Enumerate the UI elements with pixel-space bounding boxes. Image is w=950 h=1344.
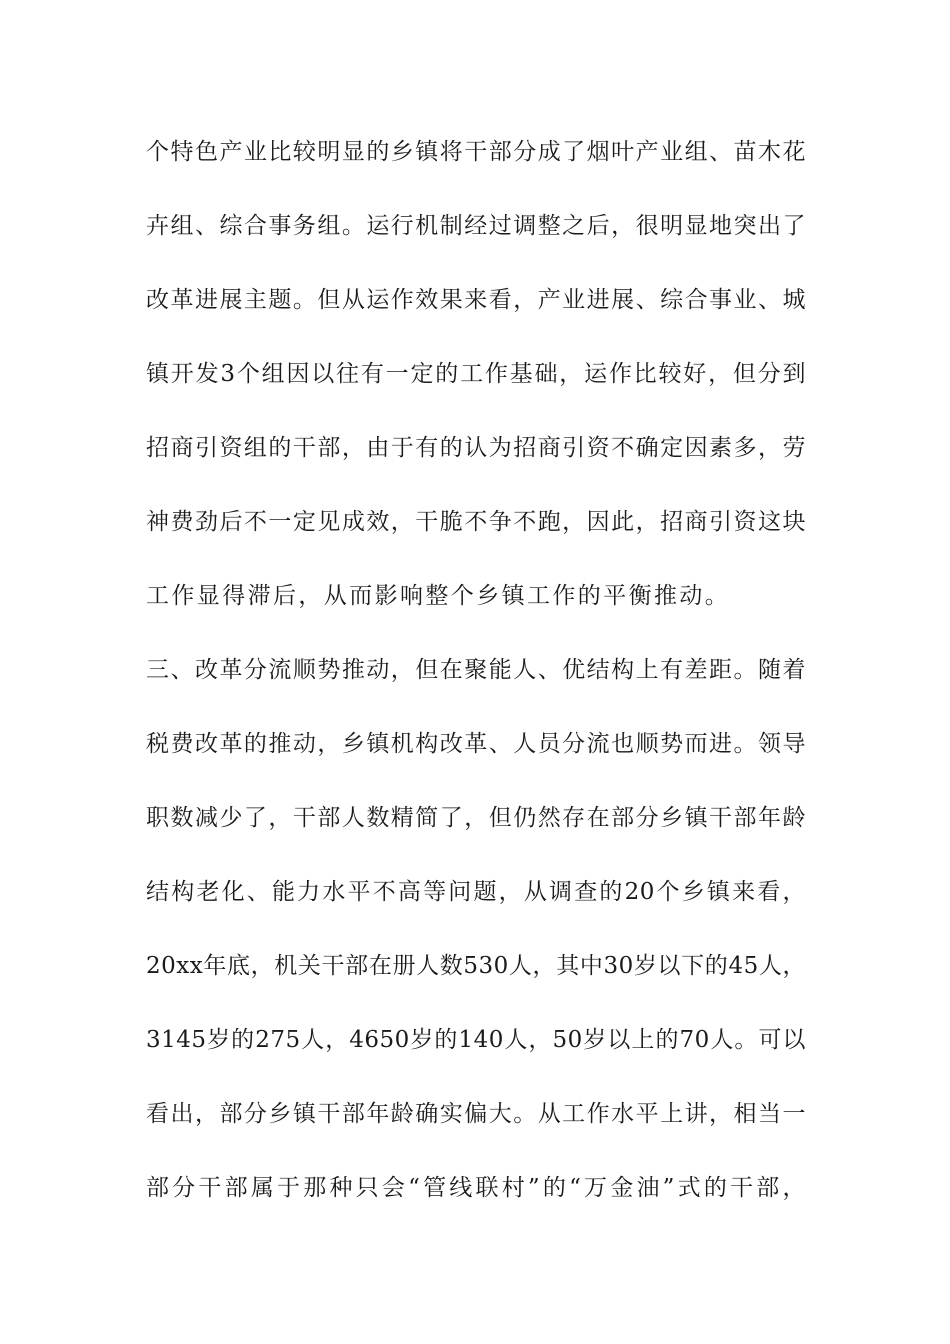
text-line-2: 卉组、综合事务组。运行机制经过调整之后，很明显地突出了 [146,213,806,239]
text-line-11: 结构老化、能力水平不高等问题，从调查的20个乡镇来看， [146,879,806,905]
text-line-14: 看出，部分乡镇干部年龄确实偏大。从工作水平上讲，相当一 [146,1101,806,1127]
text-line-5: 招商引资组的干部，由于有的认为招商引资不确定因素多，劳 [146,435,806,461]
text-line-12: 20xx年底，机关干部在册人数530人，其中30岁以下的45人， [146,953,806,979]
text-line-6: 神费劲后不一定见成效，干脆不争不跑，因此，招商引资这块 [146,509,806,535]
text-line-9: 税费改革的推动，乡镇机构改革、人员分流也顺势而进。领导 [146,731,806,757]
text-line-8: 三、改革分流顺势推动，但在聚能人、优结构上有差距。随着 [146,657,806,683]
text-line-13: 3145岁的275人，4650岁的140人，50岁以上的70人。可以 [146,1027,806,1053]
text-line-3: 改革进展主题。但从运作效果来看，产业进展、综合事业、城 [146,287,806,313]
text-line-7: 工作显得滞后，从而影响整个乡镇工作的平衡推动。 [146,583,731,609]
text-line-1: 个特色产业比较明显的乡镇将干部分成了烟叶产业组、苗木花 [146,139,806,165]
text-line-15: 部分干部属于那种只会“管线联村”的“万金油”式的干部， [146,1175,806,1201]
text-line-4: 镇开发3个组因以往有一定的工作基础，运作比较好，但分到 [146,361,806,387]
text-line-10: 职数减少了，干部人数精简了，但仍然存在部分乡镇干部年龄 [146,805,806,831]
